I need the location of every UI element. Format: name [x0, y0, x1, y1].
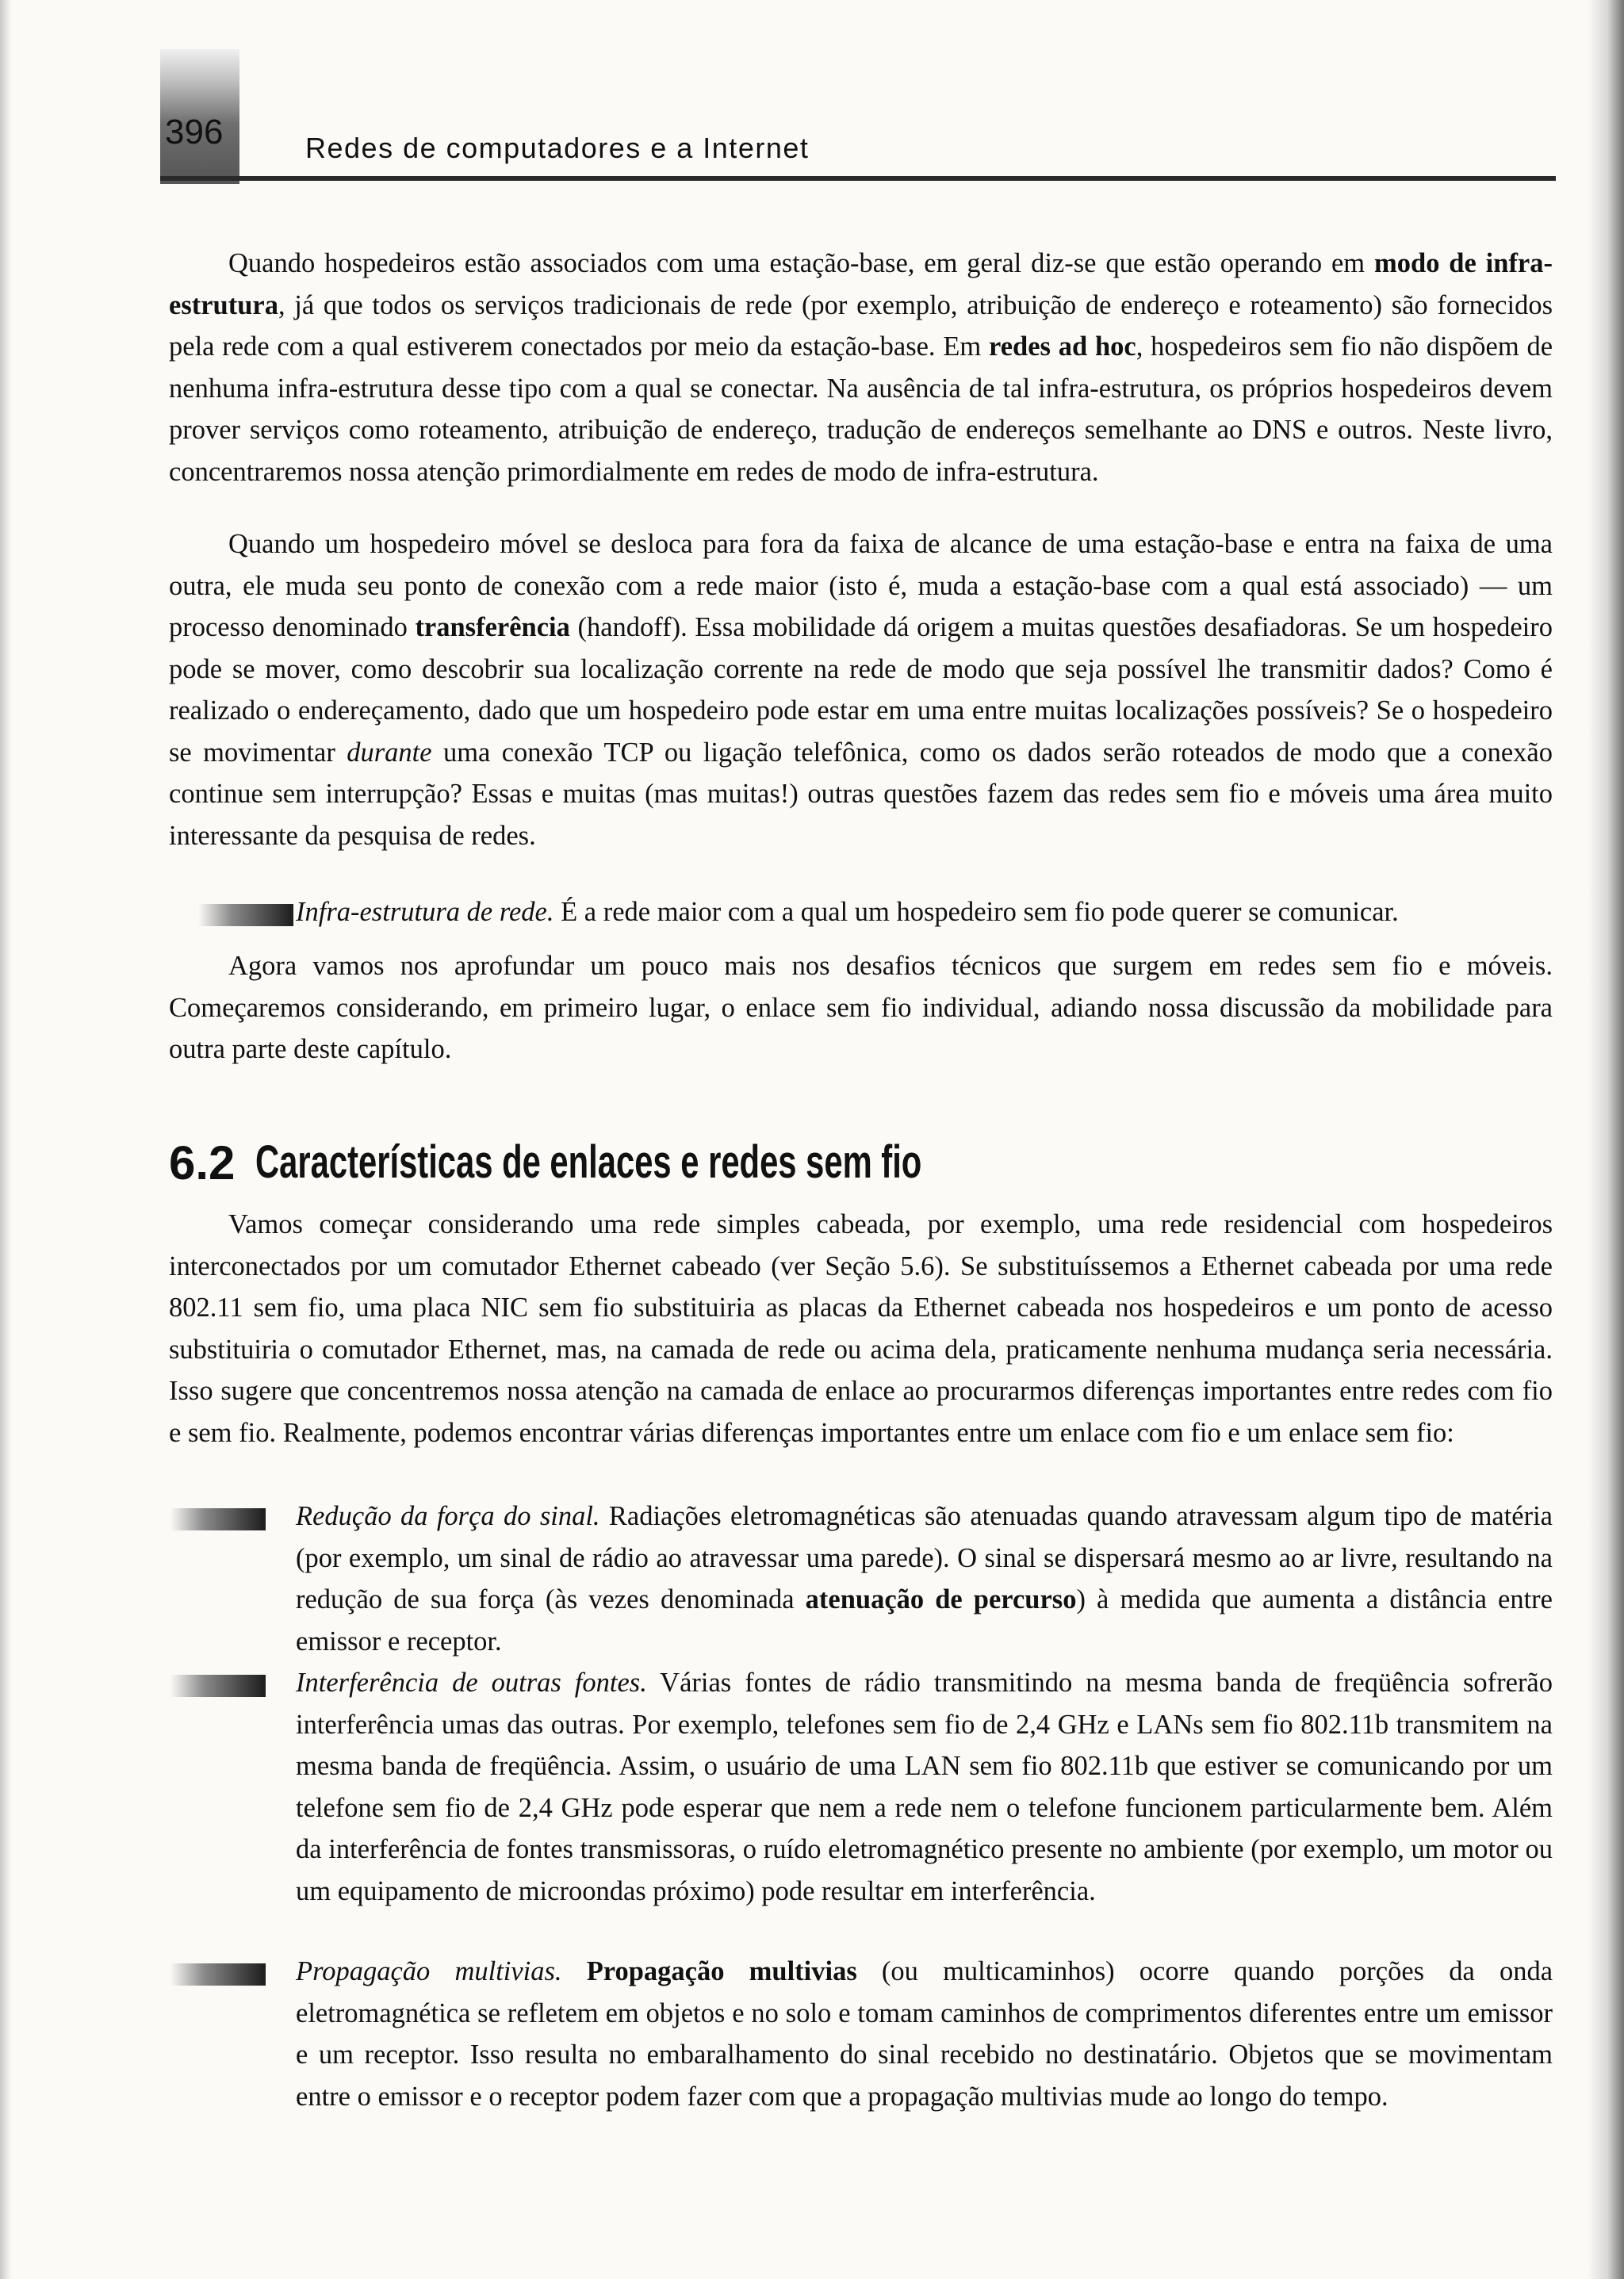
- scan-shadow-left: [0, 0, 11, 2279]
- bullet-text: ) à medida que aumenta a distância entre emissor e receptor.: [296, 1584, 1553, 1657]
- paragraph-text: (handoff). Essa mobilidade dá origem a muitas questões desafiadoras. Se um hospedeiro pode se mover, como descobrir sua localização corrente na rede de modo que seja possível lhe transmitir dados? Como é realizado o endereçamento, dado que um hospedeiro pode estar em uma entre muitas localizações possíveis? Se o hospedeiro se movimentar: [169, 612, 1553, 768]
- paragraph-handoff: [169, 523, 1553, 856]
- bullet-heading: Redução da força do sinal.: [296, 1501, 600, 1531]
- section-number: 6.2: [169, 1136, 236, 1189]
- term-multipath: Propagação multivias: [586, 1956, 857, 1986]
- section-title: Características de enlaces e redes sem fio: [255, 1136, 922, 1188]
- paragraph-technical-challenges: Agora vamos nos aprofundar um pouco mais nos desafios técnicos que surgem em redes sem fio e móveis. Começaremos considerando, em primeiro lugar, o enlace sem fio individual, adiando nossa discussão da mobilidade para outra parte deste capítulo.: [169, 951, 1553, 1064]
- bullet-text: (ou multicaminhos) ocorre quando porções da onda eletromagnética se refletem em objetos e no solo e tomam caminhos de comprimentos diferentes entre um emissor e um receptor. Isso resulta no embaralhamento do sinal recebido no destinatário. Objetos que se movimentam entre o emissor e o receptor podem fazer com que a propagação multivias mude ao longo do tempo.: [296, 1956, 1553, 2112]
- bullet-signal-strength: [296, 1496, 1553, 1662]
- paragraph-text: , já que todos os serviços tradicionais de rede (por exemplo, atribuição de endereço e roteamento) são fornecidos pela rede com a qual estiverem conectados por meio da estação-base. Em: [169, 289, 1553, 362]
- bullet-text: É a rede maior com a qual um hospedeiro sem fio pode querer se comunicar.: [553, 897, 1399, 927]
- running-head: Redes de computadores e a Internet: [305, 132, 810, 164]
- bullet-heading: Interferência de outras fontes.: [296, 1668, 647, 1698]
- paragraph-text: Quando hospedeiros estão associados com uma estação-base, em geral diz-se que estão operando em: [228, 248, 1375, 278]
- bullet-marker: [198, 904, 293, 926]
- emphasis-durante: durante: [347, 737, 432, 768]
- paragraph-wired-vs-wireless: Vamos começar considerando uma rede simples cabeada, por exemplo, uma rede residencial com hospedeiros interconectados por um comutador Ethernet cabeado (ver Seção 5.6). Se substituíssemos a Ethernet cabeada por uma rede 802.11 sem fio, uma placa NIC sem fio substituiria as placas da Ethernet cabeada nos hospedeiros e um ponto de acesso substituiria o comutador Ethernet, mas, na camada de rede ou acima dela, praticamente nenhuma mudança seria necessária. Isso sugere que concentremos nossa atenção na camada de enlace ao procurarmos diferenças importantes entre redes com fio e sem fio. Realmente, podemos encontrar várias diferenças importantes entre um enlace com fio e um enlace sem fio:: [169, 1209, 1553, 1448]
- paragraph-text: Quando um hospedeiro móvel se desloca para fora da faixa de alcance de uma estação-base e entra na faixa de uma outra, ele muda seu ponto de conexão com a rede maior (isto é, muda a estação-base com a qual está associado) — um processo denominado: [169, 529, 1553, 642]
- term-path-loss: atenuação de percurso: [805, 1584, 1077, 1614]
- term-infrastructure-mode: modo de infra-estrutura: [169, 248, 1553, 320]
- bullet-marker: [170, 1963, 266, 1986]
- term-ad-hoc: redes ad hoc: [989, 331, 1136, 362]
- bullet-heading: Propagação multivias.: [296, 1956, 562, 1986]
- bullet-marker: [170, 1675, 266, 1697]
- bullet-interference: [296, 1662, 1553, 1912]
- scan-shadow-right: [1588, 0, 1624, 2279]
- term-handoff: transferência: [415, 612, 570, 642]
- paragraph-text: , hospedeiros sem fio não dispõem de nenhuma infra-estrutura desse tipo com a qual se conectar. Na ausência de tal infra-estrutura, os próprios hospedeiros devem prover serviços como roteamento, atribuição de endereço, tradução de endereços semelhante ao DNS e outros. Neste livro, concentraremos nossa atenção primordialmente em redes de modo de infra-estrutura.: [169, 331, 1553, 487]
- bullet-text: Radiações eletromagnéticas são atenuadas quando atravessam algum tipo de matéria (por exemplo, um sinal de rádio ao atravessar uma parede). O sinal se dispersará mesmo ao ar livre, resultando na redução de sua força (às vezes denominada: [296, 1501, 1553, 1614]
- bullet-heading: Infra-estrutura de rede.: [296, 897, 554, 927]
- bullet-text: Várias fontes de rádio transmitindo na mesma banda de freqüência sofrerão interferência umas das outras. Por exemplo, telefones sem fio de 2,4 GHz e LANs sem fio 802.11b transmitem na mesma banda de freqüência. Assim, o usuário de uma LAN sem fio 802.11b que estiver se comunicando por um telefone sem fio de 2,4 GHz pode esperar que nem a rede nem o telefone funcionem particularmente bem. Além da interferência de fontes transmissoras, o ruído eletromagnético presente no ambiente (por exemplo, um motor ou um equipamento de microondas próximo) pode resultar em interferência.: [296, 1668, 1553, 1906]
- bullet-marker: [170, 1508, 266, 1530]
- page-number: 396: [165, 113, 224, 151]
- paragraph-infrastructure-mode: [169, 243, 1553, 492]
- header-rule: [160, 176, 1556, 181]
- bullet-network-infrastructure: [296, 891, 1553, 933]
- paragraph-text: uma conexão TCP ou ligação telefônica, como os dados serão roteados de modo que a conexão continue sem interrupção? Essas e muitas (mas muitas!) outras questões fazem das redes sem fio e móveis uma área muito interessante da pesquisa de redes.: [169, 737, 1553, 851]
- bullet-multipath: [296, 1951, 1553, 2117]
